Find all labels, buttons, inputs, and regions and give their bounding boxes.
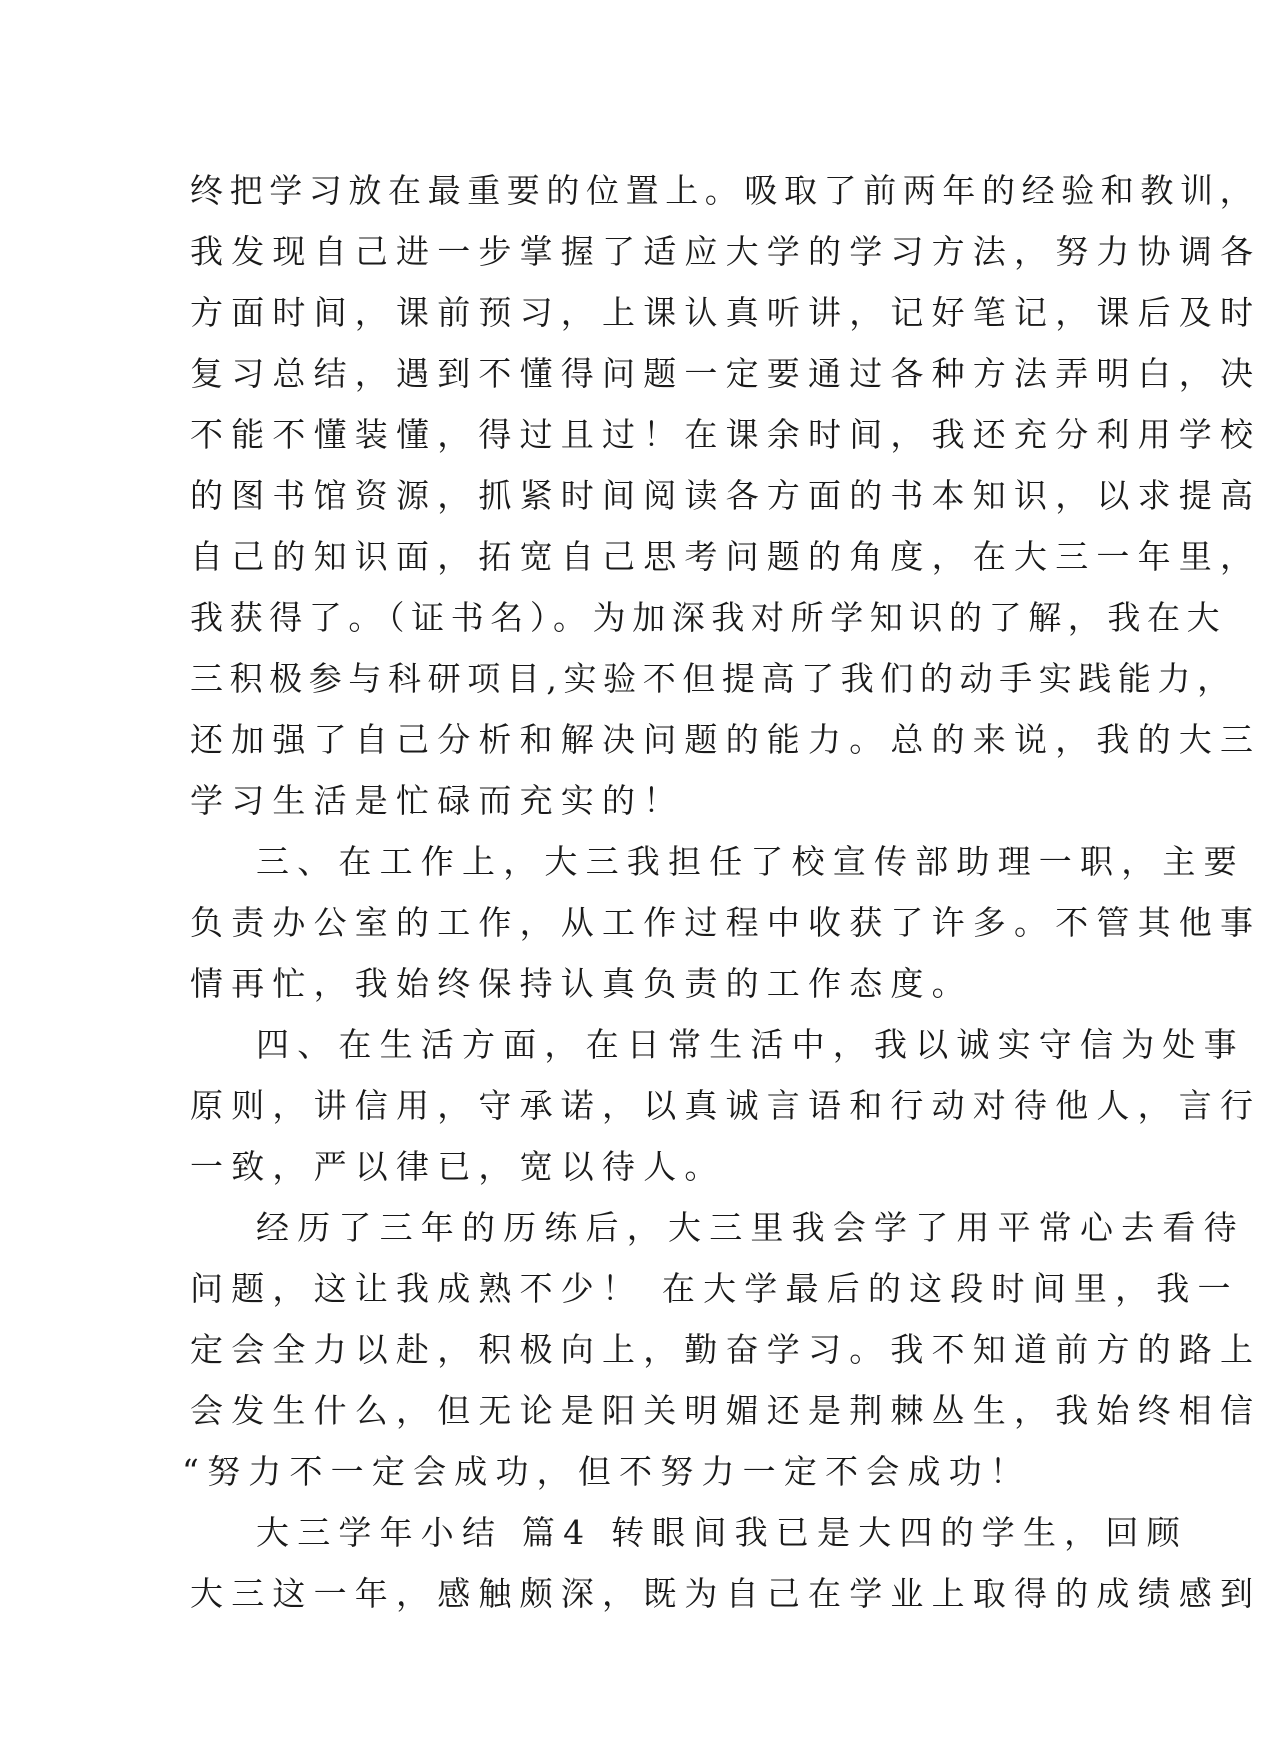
- text-line: 终把学习放在最重要的位置上。吸取了前两年的经验和教训，: [190, 171, 1260, 210]
- text-line: 三积极参与科研项目,实验不但提高了我们的动手实践能力，: [190, 659, 1237, 698]
- text-line: 学习生活是忙碌而充实的！: [190, 781, 685, 820]
- text-line: 一致，严以律已，宽以待人。: [190, 1147, 726, 1186]
- text-line: 四、在生活方面，在日常生活中，我以诚实守信为处事: [256, 1025, 1245, 1064]
- text-line: 方面时间，课前预习，上课认真听讲，记好笔记，课后及时: [190, 293, 1261, 332]
- text-line: 原则，讲信用，守承诺，以真诚言语和行动对待他人，言行: [190, 1086, 1261, 1125]
- text-line: 情再忙，我始终保持认真负责的工作态度。: [190, 964, 973, 1003]
- text-line: 大三学年小结 篇4 转眼间我已是大四的学生，回顾: [256, 1513, 1188, 1552]
- text-line: 问题，这让我成熟不少！ 在大学最后的这段时间里，我一: [190, 1269, 1239, 1308]
- body-text: [182, 160, 1261, 1624]
- text-line: 定会全力以赴，积极向上，勤奋学习。我不知道前方的路上: [190, 1330, 1261, 1369]
- text-line: 大三这一年，感触颇深，既为自己在学业上取得的成绩感到: [190, 1574, 1261, 1613]
- text-line: 复习总结，遇到不懂得问题一定要通过各种方法弄明白，决: [190, 354, 1261, 393]
- text-line: 不能不懂装懂，得过且过！在课余时间，我还充分利用学校: [190, 415, 1261, 454]
- text-line: 我获得了。（证书名）。为加深我对所学知识的了解，我在大: [190, 598, 1227, 637]
- text-line: 还加强了自己分析和解决问题的能力。总的来说，我的大三: [190, 720, 1261, 759]
- text-line: 会发生什么，但无论是阳关明媚还是荆棘丛生，我始终相信: [190, 1391, 1261, 1430]
- text-line: 负责办公室的工作，从工作过程中收获了许多。不管其他事: [190, 903, 1261, 942]
- text-line: 三、在工作上，大三我担任了校宣传部助理一职，主要: [256, 842, 1245, 881]
- text-line: 经历了三年的历练后，大三里我会学了用平常心去看待: [256, 1208, 1245, 1247]
- text-line: 我发现自己进一步掌握了适应大学的学习方法，努力协调各: [190, 232, 1261, 271]
- text-line: 的图书馆资源，抓紧时间阅读各方面的书本知识，以求提高: [190, 476, 1261, 515]
- text-line: “努力不一定会成功，但不努力一定不会成功！: [182, 1452, 1032, 1491]
- text-line: 自己的知识面，拓宽自己思考问题的角度，在大三一年里，: [190, 537, 1261, 576]
